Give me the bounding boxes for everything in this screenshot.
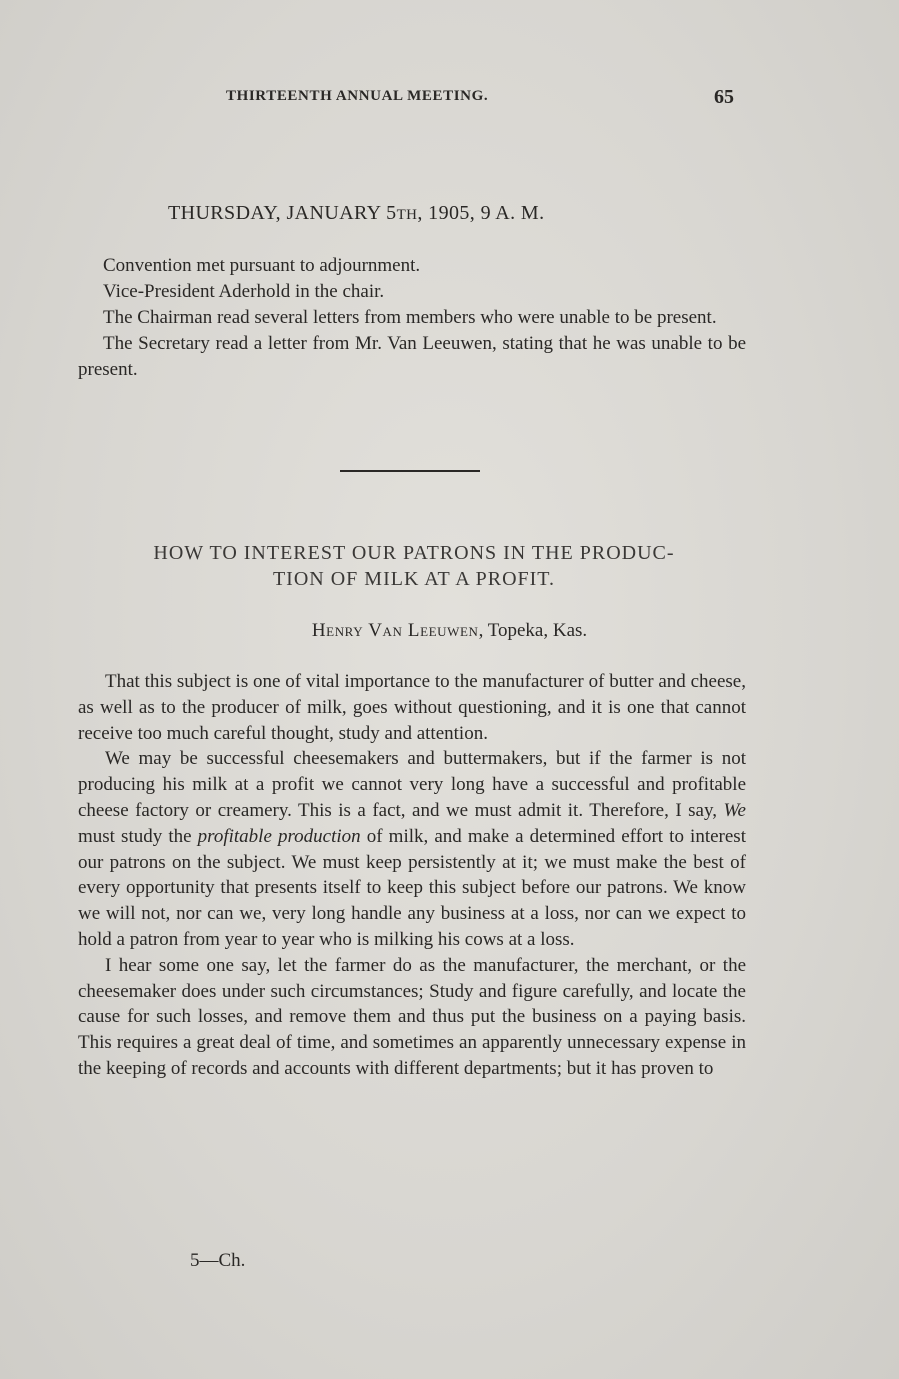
article-title-line: TION OF MILK AT A PROFIT. (272, 568, 556, 590)
minutes-line: Convention met pursuant to adjournment. (103, 255, 421, 276)
emphasis-text: profitable production (197, 825, 361, 847)
author-location: , Topeka, Kas. (478, 620, 588, 641)
author-name: Henry Van Leeuwen (311, 620, 479, 641)
minutes-section (78, 253, 746, 383)
article-title (80, 540, 748, 592)
section-divider (340, 470, 480, 472)
paragraph: I hear some one say, let the farmer do as the manufacturer, the merchant, or the cheesemaker does under such circumstances; Study and figure carefully, and locate the cause for such losses, and remove them and thus put the business on a paying basis. This requires a great deal of time, and sometimes an apparently unnecessary expense in the keeping of records and accounts with different departments; but it has proven to (78, 954, 746, 1079)
paragraph-text: must study the (78, 825, 198, 847)
byline (0, 620, 899, 642)
session-heading (168, 202, 545, 225)
signature-mark: 5—Ch. (190, 1250, 246, 1271)
minutes-line: Vice-President Aderhold in the chair. (103, 281, 385, 302)
paragraph: That this subject is one of vital importance to the manufacturer of butter and cheese, as well as to the producer of milk, goes without questioning, and it is one that cannot receive too much careful thought, study and attention. (78, 671, 746, 744)
article-title-line: HOW TO INTEREST OUR PATRONS IN THE PRODUC- (153, 542, 675, 564)
minutes-line: The Chairman read several letters from members who were unable to be present. (103, 307, 717, 328)
emphasis-text: We (723, 799, 746, 821)
running-head: THIRTEENTH ANNUAL MEETING. (226, 88, 489, 104)
session-heading-ordinal: TH (396, 207, 418, 223)
paragraph-text: of milk, and make a determined effort to interest our patrons on the subject. We must keep persistently at it; we must make the best of every opportunity that presents itself to keep this subject before our patrons. We know we will not, nor can we, very long handle any business at a loss, nor can we expect to hold a patron from year to year who is milking his cows at a loss. (78, 825, 746, 950)
article-body (78, 669, 746, 1082)
paragraph-text: We may be successful cheesemakers and buttermakers, but if the farmer is not producing his milk at a profit we cannot very long have a successful and profitable cheese factory or creamery. This is a fact, and we must admit it. Therefore, I say, (78, 748, 746, 821)
session-heading-date: THURSDAY, JANUARY 5 (168, 202, 397, 224)
session-heading-time: , 1905, 9 A. M. (417, 202, 545, 224)
page-number: 65 (714, 86, 734, 108)
paragraph (78, 746, 746, 952)
minutes-line: The Secretary read a letter from Mr. Van Leeuwen, stating that he was unable to be present. (78, 333, 746, 380)
